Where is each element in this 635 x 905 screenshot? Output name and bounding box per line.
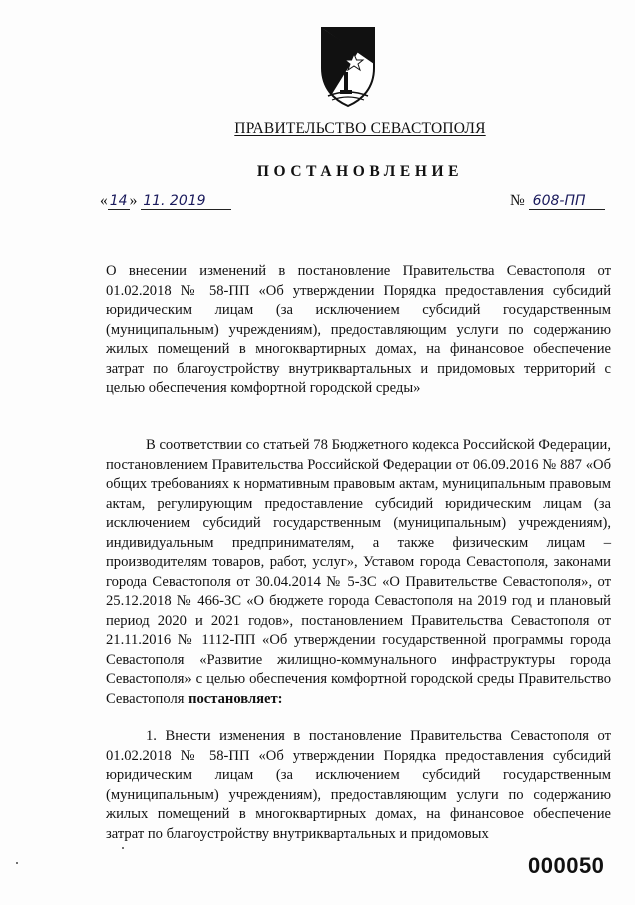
number-value: 608-ПП: [529, 193, 605, 210]
preamble-paragraph: [106, 436, 611, 709]
decree-word: постановляет:: [188, 690, 283, 707]
date-close-quote: »: [129, 192, 138, 209]
scan-speck: [122, 847, 124, 849]
decree-subject: О внесении изменений в постановление Правительства Севастополя от 01.02.2018 № 58-ПП «Об утверждении Порядка предоставления субсидий юридическим лицам (за исключением субсидий государственным (муниципальным) учреждениям), предоставляющим услуги по содержанию жилых помещений в многоквартирных домах, на финансовое обеспечение затрат по благоустройству внутриквартальных и придомовых территорий с целью обеспечения комфортной городской среды»: [106, 263, 611, 396]
preamble-text: В соответствии со статьей 78 Бюджетного кодекса Российской Федерации, постановлением Правительства Российской Федерации от 06.09.2016 № 887 «Об общих требованиях к нормативным правовым актам, муниципальным правовым актам, регулирующим предоставление субсидий юридическим лицам (за исключением субсидий государственным (муниципальным) учреждениям), индивидуальным предпринимателям, а также физическим лицам – производителям товаров, работ, услуг», Уставом города Севастополя, законами города Севастополя от 30.04.2014 № 5-ЗС «О Правительстве Севастополя», от 25.12.2018 № 466-ЗС «О бюджете города Севастополя на 2019 год и плановый период 2020 и 2021 годов», постановлением Правительства Севастополя от 21.11.2016 № 1112-ПП «Об утверждении государственной программы города Севастополя «Развитие жилищно-коммунального инфраструктуры города Севастополя» с целью обеспечения комфортной городской среды Правительство Севастополя: [106, 437, 611, 707]
scan-speck: [16, 862, 18, 864]
decree-date: [100, 192, 231, 210]
date-open-quote: «: [100, 192, 108, 209]
serial-number: 000050: [528, 853, 605, 878]
document-type-title: ПОСТАНОВЛЕНИЕ: [256, 163, 464, 180]
date-day: 14: [109, 193, 128, 209]
sevastopol-coat-of-arms-icon: [318, 24, 378, 108]
item-1-paragraph: 1. Внести изменения в постановление Правительства Севастополя от 01.02.2018 № 58-ПП «Об утверждении Порядка предоставления субсидий юридическим лицам (за исключением субсидий государственным (муниципальным) учреждениям), предоставляющим услуги по содержанию жилых помещений в многоквартирных домах, на финансовое обеспечение затрат по благоустройству внутриквартальных и придомовых: [106, 728, 611, 842]
date-month-year: 11. 2019: [141, 193, 231, 210]
decree-number: [510, 192, 605, 210]
government-title: ПРАВИТЕЛЬСТВО СЕВАСТОПОЛЯ: [234, 120, 486, 137]
number-sign: №: [510, 192, 525, 209]
